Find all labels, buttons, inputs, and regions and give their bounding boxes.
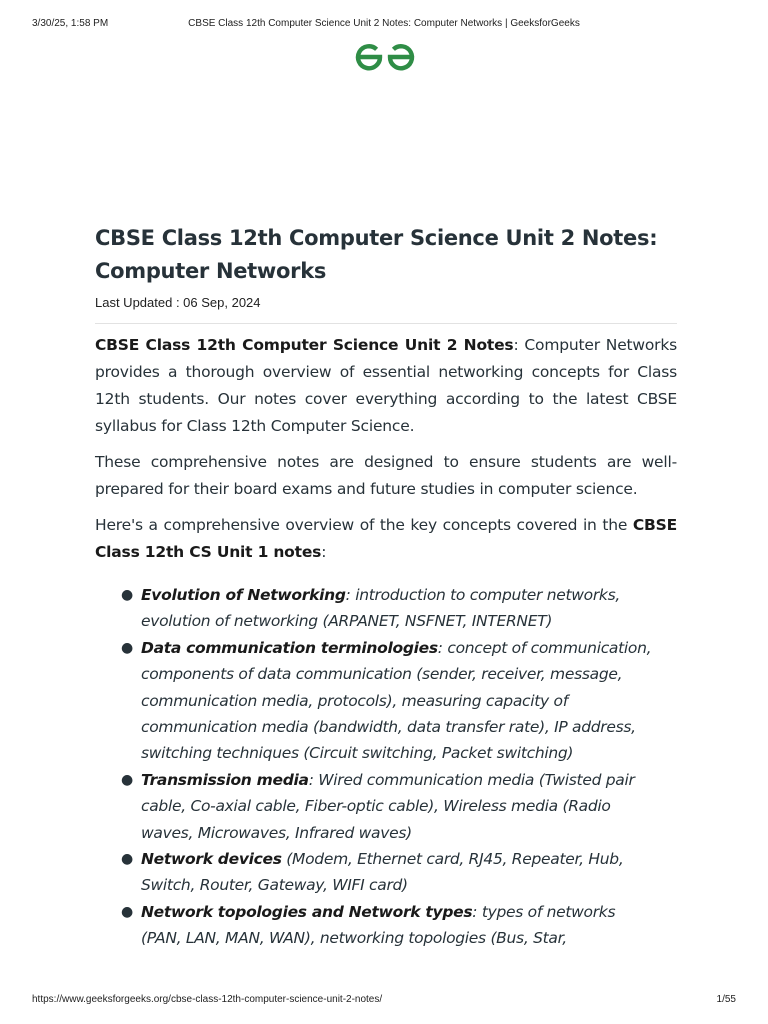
list-item <box>121 899 677 952</box>
overview-bold: CBSE Class 12th CS Unit 1 notes <box>95 516 677 561</box>
preparation-paragraph: These comprehensive notes are designed to ensure students are well-prepared for their board exams and future studies in computer science. <box>95 453 677 498</box>
overview-tail: : <box>321 543 327 561</box>
overview-lead: Here's a comprehensive overview of the key concepts covered in the <box>95 516 633 534</box>
print-url: https://www.geeksforgeeks.org/cbse-class-12th-computer-science-unit-2-notes/ <box>32 994 383 1005</box>
intro-bold-lead: CBSE Class 12th Computer Science Unit 2 Notes <box>95 336 514 354</box>
article-title <box>95 222 677 288</box>
topic-term: Evolution of Networking <box>141 586 346 604</box>
bullet-icon: ● <box>121 639 133 656</box>
topic-desc: (Modem, Ethernet card, RJ45, Repeater, Hub, Switch, Router, Gateway, WIFI card) <box>141 850 624 895</box>
last-updated: Last Updated : 06 Sep, 2024 <box>95 295 261 310</box>
article-title-line1: CBSE Class 12th Computer Science Unit 2 Notes: <box>95 226 658 250</box>
topic-term: Network devices <box>141 850 282 869</box>
overview-paragraph <box>95 512 677 566</box>
article-title-line2: Computer Networks <box>95 259 327 283</box>
page-number: 1/55 <box>716 994 736 1005</box>
list-item <box>121 767 677 846</box>
print-header <box>32 18 736 32</box>
topic-desc: : introduction to computer networks, evolution of networking (ARPANET, NSFNET, INTERNET) <box>141 586 620 631</box>
bullet-icon: ● <box>121 771 133 788</box>
list-item <box>121 635 677 767</box>
print-document-title: CBSE Class 12th Computer Science Unit 2 Notes: Computer Networks | GeeksforGeeks <box>188 18 580 29</box>
list-item <box>121 846 677 899</box>
topic-term: Transmission media <box>141 770 309 789</box>
article <box>95 222 677 952</box>
print-datetime: 3/30/25, 1:58 PM <box>32 18 109 29</box>
topic-term: Data communication terminologies <box>141 638 438 657</box>
topic-desc: : types of networks (PAN, LAN, MAN, WAN), networking topologies (Bus, Star, <box>141 902 616 948</box>
intro-paragraph <box>95 332 677 440</box>
bullet-icon: ● <box>121 587 133 603</box>
gfg-logo-icon[interactable] <box>354 40 416 74</box>
print-footer <box>32 994 736 1008</box>
bullet-icon: ● <box>121 851 133 868</box>
bullet-icon: ● <box>121 903 133 920</box>
topic-desc: : Wired communication media (Twisted pair cable, Co-axial cable, Fiber-optic cable), Wireless media (Radio waves, Microwaves, Infrared waves) <box>141 770 635 842</box>
list-item <box>121 582 677 635</box>
divider <box>95 323 677 324</box>
intro-rest: : Computer Networks provides a thorough overview of essential networking concepts for Class 12th students. Our notes cover everything according to the latest CBSE syllabus for Class 12th Computer Science. <box>95 336 678 435</box>
topics-list <box>95 582 677 952</box>
topic-term: Network topologies and Network types <box>141 902 473 921</box>
topic-desc: : concept of communication, components of data communication (sender, receiver, message, communication media, protocols), measuring capacity of communication media (bandwidth, data transfer rate), IP address, switching techniques (Circuit switching, Packet switching) <box>141 638 652 763</box>
